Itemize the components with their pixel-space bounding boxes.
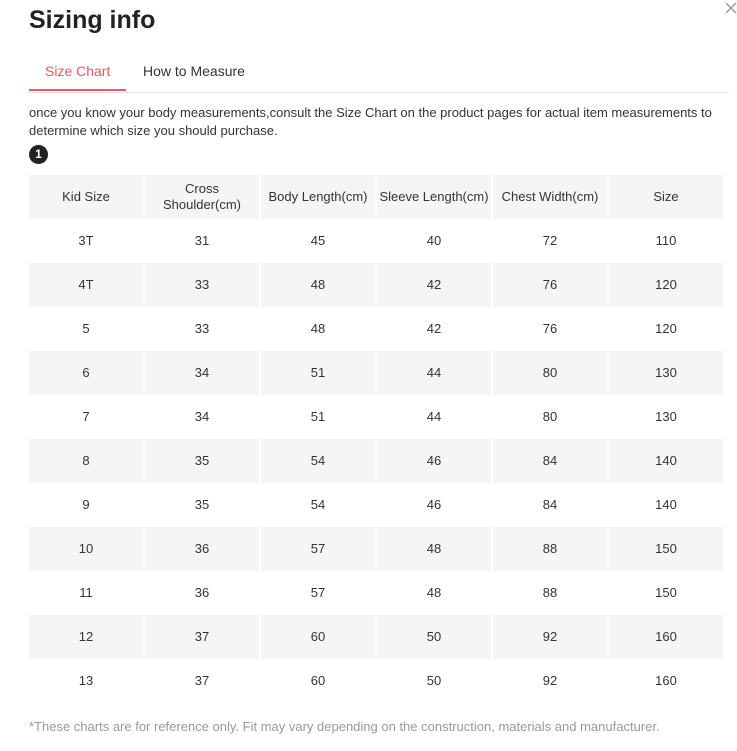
cell-kid-size: 5 (29, 307, 143, 351)
cell-chest-width: 88 (493, 527, 607, 571)
tab-how-to-measure[interactable]: How to Measure (143, 63, 245, 79)
cell-kid-size: 12 (29, 615, 143, 659)
cell-kid-size: 7 (29, 395, 143, 439)
cell-body-length: 45 (261, 219, 375, 263)
cell-cross-shoulder: 31 (145, 219, 259, 263)
cell-cross-shoulder: 37 (145, 615, 259, 659)
column-header-sleeve-length: Sleeve Length(cm) (377, 175, 491, 219)
tab-size-chart[interactable]: Size Chart (45, 63, 111, 79)
close-icon-glyph (724, 1, 737, 15)
size-table (27, 175, 725, 703)
cell-size: 130 (609, 351, 723, 395)
cell-kid-size: 8 (29, 439, 143, 483)
column-header-chest-width: Chest Width(cm) (493, 175, 607, 219)
cell-sleeve-length: 42 (377, 263, 491, 307)
cell-size: 110 (609, 219, 723, 263)
table-row (29, 659, 723, 703)
cell-sleeve-length: 48 (377, 527, 491, 571)
cell-size: 140 (609, 483, 723, 527)
cell-sleeve-length: 40 (377, 219, 491, 263)
cell-sleeve-length: 42 (377, 307, 491, 351)
tab-bar (29, 53, 729, 93)
cell-size: 150 (609, 571, 723, 615)
cell-sleeve-length: 48 (377, 571, 491, 615)
cell-chest-width: 80 (493, 395, 607, 439)
cell-body-length: 48 (261, 307, 375, 351)
step-badge: 1 (29, 145, 48, 164)
cell-size: 120 (609, 307, 723, 351)
cell-body-length: 51 (261, 351, 375, 395)
cell-cross-shoulder: 33 (145, 263, 259, 307)
cell-body-length: 57 (261, 527, 375, 571)
table-body (29, 219, 723, 703)
table-row (29, 439, 723, 483)
cell-sleeve-length: 44 (377, 351, 491, 395)
table-row (29, 351, 723, 395)
cell-kid-size: 4T (29, 263, 143, 307)
cell-kid-size: 13 (29, 659, 143, 703)
table-header-row (29, 175, 723, 219)
cell-size: 150 (609, 527, 723, 571)
cell-chest-width: 76 (493, 307, 607, 351)
cell-body-length: 60 (261, 615, 375, 659)
cell-cross-shoulder: 35 (145, 439, 259, 483)
table-row (29, 307, 723, 351)
cell-kid-size: 6 (29, 351, 143, 395)
cell-chest-width: 76 (493, 263, 607, 307)
cell-size: 160 (609, 659, 723, 703)
cell-size: 140 (609, 439, 723, 483)
cell-cross-shoulder: 34 (145, 351, 259, 395)
cell-chest-width: 80 (493, 351, 607, 395)
cell-sleeve-length: 46 (377, 483, 491, 527)
table-row (29, 527, 723, 571)
table-row (29, 395, 723, 439)
table-row (29, 571, 723, 615)
cell-body-length: 54 (261, 439, 375, 483)
cell-cross-shoulder: 33 (145, 307, 259, 351)
cell-sleeve-length: 50 (377, 659, 491, 703)
cell-cross-shoulder: 34 (145, 395, 259, 439)
footnote: *These charts are for reference only. Fit may vary depending on the construction, materials and manufacturer. (29, 719, 660, 734)
cell-body-length: 54 (261, 483, 375, 527)
cell-chest-width: 72 (493, 219, 607, 263)
table-row (29, 615, 723, 659)
cell-chest-width: 84 (493, 439, 607, 483)
cell-size: 130 (609, 395, 723, 439)
table-row (29, 219, 723, 263)
size-chart-description: once you know your body measurements,consult the Size Chart on the product pages for actual item measurements to determine which size you should purchase. (29, 105, 712, 138)
table-row (29, 483, 723, 527)
cell-kid-size: 10 (29, 527, 143, 571)
close-icon[interactable] (724, 1, 737, 17)
cell-cross-shoulder: 36 (145, 571, 259, 615)
cell-body-length: 48 (261, 263, 375, 307)
cell-body-length: 57 (261, 571, 375, 615)
active-tab-indicator (29, 89, 126, 91)
table-row (29, 263, 723, 307)
column-header-kid-size: Kid Size (29, 175, 143, 219)
cell-sleeve-length: 50 (377, 615, 491, 659)
cell-sleeve-length: 46 (377, 439, 491, 483)
cell-kid-size: 9 (29, 483, 143, 527)
cell-body-length: 51 (261, 395, 375, 439)
column-header-body-length: Body Length(cm) (261, 175, 375, 219)
cell-body-length: 60 (261, 659, 375, 703)
cell-chest-width: 84 (493, 483, 607, 527)
cell-chest-width: 92 (493, 615, 607, 659)
cell-size: 160 (609, 615, 723, 659)
dialog-title: Sizing info (29, 6, 156, 34)
cell-chest-width: 92 (493, 659, 607, 703)
cell-kid-size: 3T (29, 219, 143, 263)
cell-cross-shoulder: 37 (145, 659, 259, 703)
column-header-size: Size (609, 175, 723, 219)
cell-chest-width: 88 (493, 571, 607, 615)
cell-cross-shoulder: 36 (145, 527, 259, 571)
column-header-cross-shoulder: Cross Shoulder(cm) (145, 175, 259, 219)
cell-sleeve-length: 44 (377, 395, 491, 439)
cell-size: 120 (609, 263, 723, 307)
cell-kid-size: 11 (29, 571, 143, 615)
cell-cross-shoulder: 35 (145, 483, 259, 527)
